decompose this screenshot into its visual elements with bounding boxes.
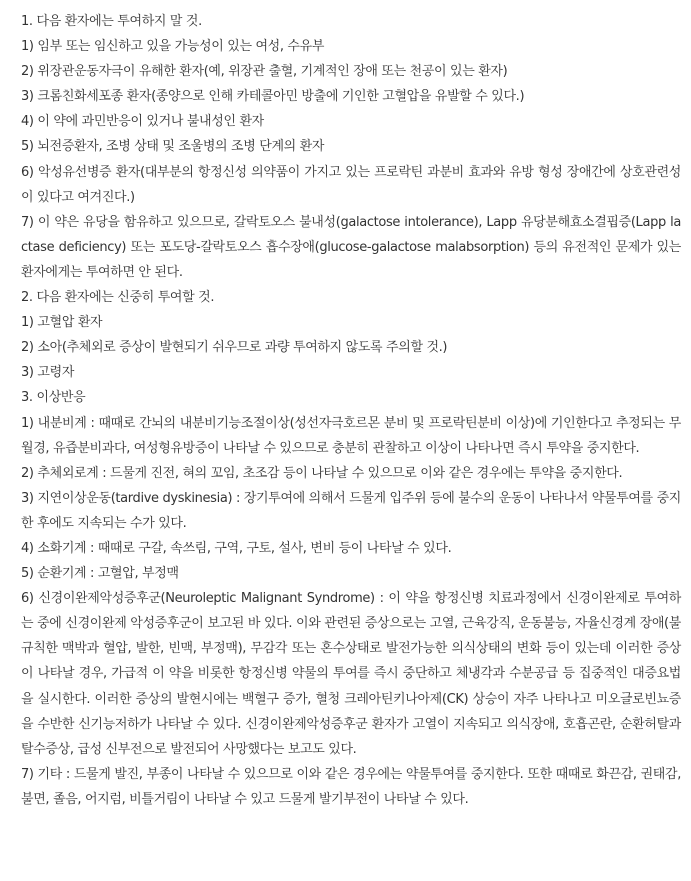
section-2-item-2: 2) 소아(추체외로 증상이 발현되기 쉬우므로 과량 투여하지 않도록 주의할 것.) [21,340,448,356]
section-1-item-3: 3) 크롬친화세포종 환자(종양으로 인해 카테콜아민 방출에 기인한 고혈압을 유발할 수 있다.) [21,89,525,105]
section-2-item-3: 3) 고령자 [21,365,75,381]
section-3-item-5: 5) 순환기계 : 고혈압, 부정맥 [21,566,179,582]
section-3-heading: 3. 이상반응 [21,390,86,406]
section-3-item-4: 4) 소화기계 : 때때로 구갈, 속쓰림, 구역, 구토, 설사, 변비 등이 나타날 수 있다. [21,540,452,556]
section-1-item-1: 1) 임부 또는 임신하고 있을 가능성이 있는 여성, 수유부 [21,39,325,55]
section-1-item-4: 4) 이 약에 과민반응이 있거나 불내성인 환자 [21,114,264,130]
section-3-item-1: 1) 내분비계 : 때때로 간뇌의 내분비기능조절이상(성선자극호르몬 분비 및 프로락틴분비 이상)에 기인한다고 추정되는 무월경, 유즙분비과다, 여성형유방증이 나타날 수 있으므로 충분히 관찰하고 이상이 나타나면 즉시 투약을 중지한다. [21,415,681,456]
section-1-item-5: 5) 뇌전증환자, 조병 상태 및 조울병의 조병 단계의 환자 [21,139,325,155]
section-1-item-7: 7) 이 약은 유당을 함유하고 있으므로, 갈락토오스 불내성(galactose intolerance), Lapp 유당분해효소결핍증(Lapp lactase deficiency) 또는 포도당-갈락토오스 흡수장애(glucose-galactose malabsorption) 등의 유전적인 문제가 있는 환자에게는 투여하면 안 된다. [21,214,681,280]
section-3-item-3: 3) 지연이상운동(tardive dyskinesia) : 장기투여에 의해서 드물게 입주위 등에 불수의 운동이 나타나서 약물투여를 중지한 후에도 지속되는 수가 있다. [21,490,681,531]
section-3-item-7: 7) 기타 : 드물게 발진, 부종이 나타날 수 있으므로 이와 같은 경우에는 약물투여를 중지한다. 또한 때때로 화끈감, 권태감, 불면, 졸음, 어지럼, 비틀거림이 나타날 수 있고 드물게 발기부전이 나타날 수 있다. [21,766,681,807]
section-1-item-6: 6) 악성유선병증 환자(대부분의 항정신성 의약품이 가지고 있는 프로락틴 과분비 효과와 유방 형성 장애간에 상호관련성이 있다고 여겨진다.) [21,164,681,205]
section-3-item-2: 2) 추체외로계 : 드물게 진전, 혀의 꼬임, 초조감 등이 나타날 수 있으므로 이와 같은 경우에는 투약을 중지한다. [21,465,623,481]
section-3-item-6: 6) 신경이완제악성증후군(Neuroleptic Malignant Syndrome) : 이 약을 항정신병 치료과정에서 신경이완제로 투여하는 중에 신경이완제 악성증후군이 보고된 바 있다. 이와 관련된 증상으로는 고열, 근육강직, 운동불능, 자율신경계 장애(불규칙한 맥박과 혈압, 발한, 빈맥, 부정맥), 무감각 또는 혼수상태로 발전가능한 의식상태의 변화 등이 있는데 이러한 증상이 나타날 경우, 가급적 이 약을 비롯한 항정신병 약물의 투여를 즉시 중단하고 체냉각과 수분공급 등 집중적인 대증요법을 실시한다. 이러한 증상의 발현시에는 백혈구 증가, 혈청 크레아틴키나아제(CK) 상승이 자주 나타나고 미오글로빈뇨증을 수반한 신기능저하가 나타날 수 있다. 신경이완제악성증후군 환자가 고열이 지속되고 의식장애, 호흡곤란, 순환허탈과 탈수증상, 급성 신부전으로 발전되어 사망했다는 보고도 있다. [21,591,681,757]
section-1-item-2: 2) 위장관운동자극이 유해한 환자(예, 위장관 출혈, 기계적인 장애 또는 천공이 있는 환자) [21,64,508,80]
section-2-heading: 2. 다음 환자에는 신중히 투여할 것. [21,290,215,306]
section-1-heading: 1. 다음 환자에는 투여하지 말 것. [21,14,202,29]
section-2-item-1: 1) 고혈압 환자 [21,315,103,331]
